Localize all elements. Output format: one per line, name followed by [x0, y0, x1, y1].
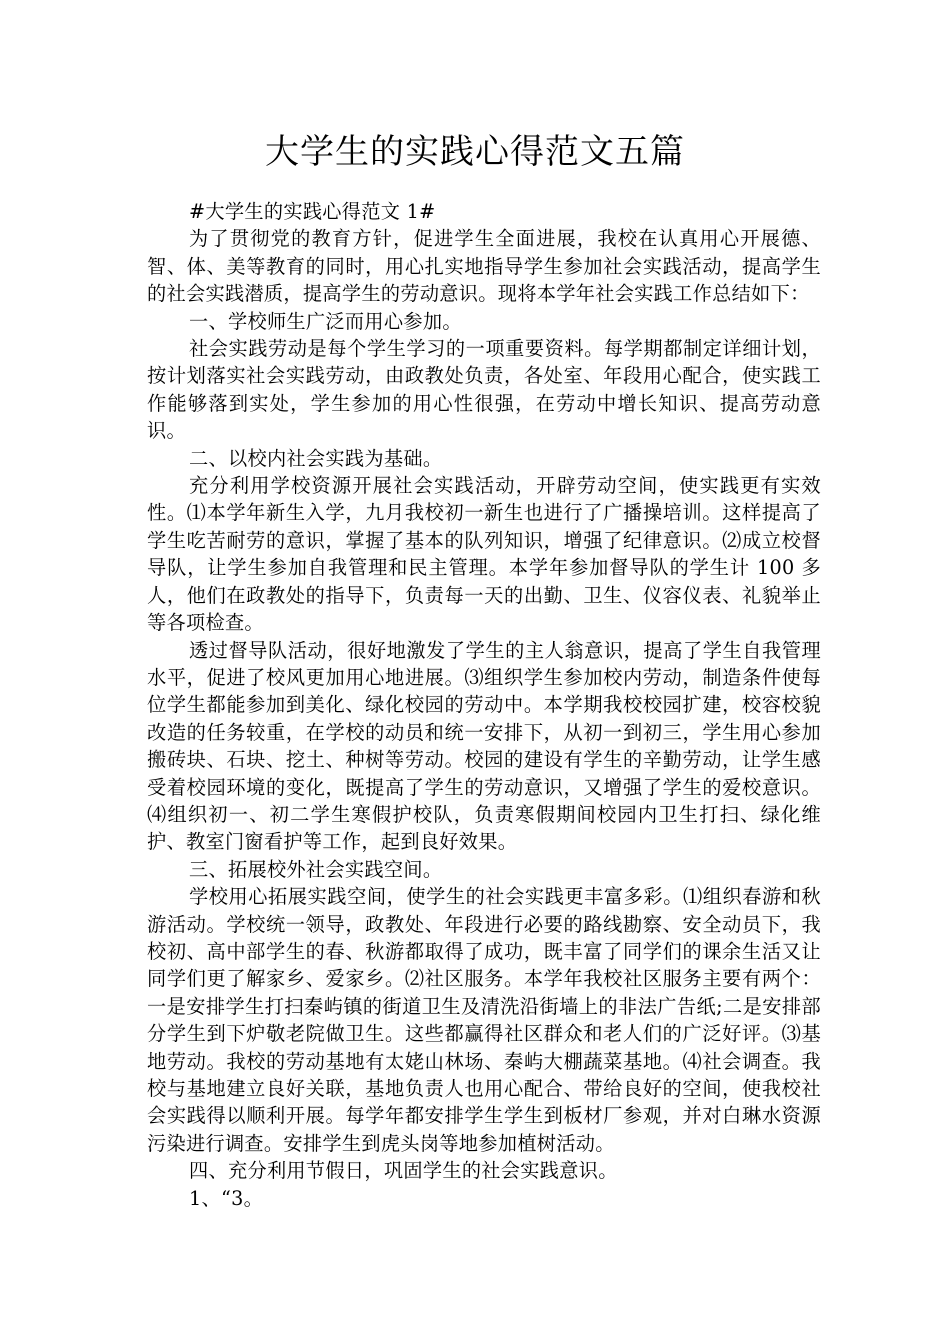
paragraph-intro: 为了贯彻党的教育方针，促进学生全面进展，我校在认真用心开展德、智、体、美等教育的同时，用心扎实地指导学生参加社会实践活动，提高学生的社会实践潜质，提高学生的劳动意识。现将本学年社会实践工作总结如下：: [147, 227, 821, 306]
subheading-one: 一、学校师生广泛而用心参加。: [189, 309, 462, 333]
paragraph-two-a: 充分利用学校资源开展社会实践活动，开辟劳动空间，使实践更有实效性。⑴本学年新生入学，九月我校初一新生也进行了广播操培训。这样提高了学生吃苦耐劳的意识，掌握了基本的队列知识，增强了纪律意识。⑵成立校督导队，让学生参加自我管理和民主管理。本学年参加督导队的学生计 100 多人，他们在政教处的指导下，负责每一天的出勤、卫生、仪容仪表、礼貌举止等各项检查。: [147, 474, 821, 635]
paragraph-two-b: 透过督导队活动，很好地激发了学生的主人翁意识，提高了学生自我管理水平，促进了校风更加用心地进展。⑶组织学生参加校内劳动，制造条件使每位学生都能参加到美化、绿化校园的劳动中。本学期我校校园扩建，校容校貌改造的任务较重，在学校的动员和统一安排下，从初一到初三，学生用心参加搬砖块、石块、挖土、种树等劳动。校园的建设有学生的辛勤劳动，让学生感受着校园环境的变化，既提高了学生的劳动意识，又增强了学生的爱校意识。⑷组织初一、初二学生寒假护校队，负责寒假期间校园内卫生打扫、绿化维护、教室门窗看护等工作，起到良好效果。: [147, 638, 821, 854]
subheading-four: 四、充分利用节假日，巩固学生的社会实践意识。: [189, 1159, 618, 1183]
section-heading-1: #大学生的实践心得范文 1#: [189, 200, 436, 223]
subheading-three: 三、拓展校外社会实践空间。: [189, 857, 443, 881]
document-title: 大学生的实践心得范文五篇: [265, 132, 685, 172]
document-body: [147, 198, 821, 1212]
list-item-1: 1、“3。: [189, 1186, 264, 1210]
subheading-two: 二、以校内社会实践为基础。: [189, 446, 443, 470]
paragraph-three: 学校用心拓展实践空间，使学生的社会实践更丰富多彩。⑴组织春游和秋游活动。学校统一领导，政教处、年段进行必要的路线勘察、安全动员下，我校初、高中部学生的春、秋游都取得了成功，既丰富了同学们的课余生活又让同学们更了解家乡、爱家乡。⑵社区服务。本学年我校社区服务主要有两个：一是安排学生打扫秦屿镇的街道卫生及清洗沿街墙上的非法广告纸;二是安排部分学生到下炉敬老院做卫生。这些都赢得社区群众和老人们的广泛好评。⑶基地劳动。我校的劳动基地有太姥山林场、秦屿大棚蔬菜基地。⑷社会调查。我校与基地建立良好关联，基地负责人也用心配合、带给良好的空间，使我校社会实践得以顺利开展。每学年都安排学生学生到板材厂参观，并对白琳水资源污染进行调查。安排学生到虎头岗等地参加植树活动。: [147, 885, 821, 1155]
paragraph-one: 社会实践劳动是每个学生学习的一项重要资料。每学期都制定详细计划，按计划落实社会实践劳动，由政教处负责，各处室、年段用心配合，使实践工作能够落到实处，学生参加的用心性很强，在劳动中增长知识、提高劳动意识。: [147, 337, 821, 443]
